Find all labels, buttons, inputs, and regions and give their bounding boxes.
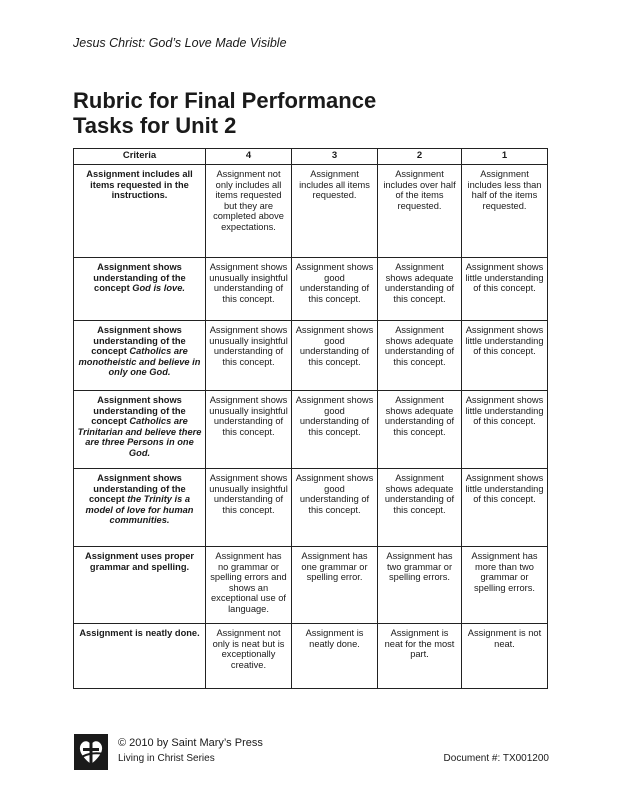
copyright-text: © 2010 by Saint Mary’s Press xyxy=(118,737,263,749)
score-2-cell: Assignment shows adequate understanding of this concept. xyxy=(378,391,462,469)
page-title-line-1: Rubric for Final Performance xyxy=(73,88,377,113)
score-3-cell: Assignment shows good understanding of this concept. xyxy=(292,469,378,547)
criteria-text: Assignment uses proper grammar and spelling. xyxy=(84,551,194,572)
score-4-cell: Assignment shows unusually insightful understanding of this concept. xyxy=(206,391,292,469)
criteria-cell xyxy=(74,624,206,689)
criteria-concept: Catholics are monotheistic and believe in only one God. xyxy=(78,346,201,378)
page-title xyxy=(73,88,376,138)
table-row xyxy=(74,321,548,391)
document-number: Document #: TX001200 xyxy=(443,753,549,764)
score-4-cell: Assignment shows unusually insightful understanding of this concept. xyxy=(206,258,292,321)
score-1-cell: Assignment is not neat. xyxy=(462,624,548,689)
criteria-text: Assignment shows understanding of the concept xyxy=(88,473,186,505)
score-3-cell: Assignment includes all items requested. xyxy=(292,165,378,258)
score-1-cell: Assignment shows little understanding of this concept. xyxy=(462,469,548,547)
page-title-line-2: Tasks for Unit 2 xyxy=(73,113,237,138)
criteria-text: Assignment shows understanding of the concept xyxy=(93,262,186,294)
score-2-cell: Assignment shows adequate understanding of this concept. xyxy=(378,469,462,547)
score-1-cell: Assignment has more than two grammar or spelling errors. xyxy=(462,547,548,624)
column-header-2: 2 xyxy=(378,149,462,165)
criteria-cell xyxy=(74,321,206,391)
header-row xyxy=(74,149,548,165)
criteria-cell xyxy=(74,391,206,469)
score-2-cell: Assignment shows adequate understanding of this concept. xyxy=(378,321,462,391)
criteria-text: Assignment is neatly done. xyxy=(79,628,200,638)
table-row xyxy=(74,547,548,624)
table-row xyxy=(74,624,548,689)
column-header-1: 1 xyxy=(462,149,548,165)
score-4-cell: Assignment has no grammar or spelling errors and shows an exceptional use of language. xyxy=(206,547,292,624)
rubric-table xyxy=(73,148,548,689)
criteria-cell xyxy=(74,469,206,547)
score-3-cell: Assignment shows good understanding of this concept. xyxy=(292,391,378,469)
score-2-cell: Assignment is neat for the most part. xyxy=(378,624,462,689)
table-row xyxy=(74,258,548,321)
criteria-text: Assignment shows understanding of the concept xyxy=(91,325,186,357)
series-name: Living in Christ Series xyxy=(118,753,215,764)
table-row xyxy=(74,165,548,258)
column-header-3: 3 xyxy=(292,149,378,165)
score-4-cell: Assignment shows unusually insightful understanding of this concept. xyxy=(206,469,292,547)
score-4-cell: Assignment shows unusually insightful understanding of this concept. xyxy=(206,321,292,391)
column-header-criteria: Criteria xyxy=(74,149,206,165)
score-3-cell: Assignment has one grammar or spelling error. xyxy=(292,547,378,624)
score-2-cell: Assignment shows adequate understanding of this concept. xyxy=(378,258,462,321)
criteria-concept: the Trinity is a model of love for human communities. xyxy=(85,494,194,526)
header-title: Jesus Christ: God’s Love Made Visible xyxy=(73,36,287,50)
criteria-cell xyxy=(74,165,206,258)
criteria-cell xyxy=(74,258,206,321)
criteria-concept: Catholics are Trinitarian and believe there are three Persons in one God. xyxy=(77,416,202,458)
criteria-concept: God is love. xyxy=(132,283,185,294)
score-3-cell: Assignment shows good understanding of this concept. xyxy=(292,321,378,391)
score-2-cell: Assignment includes over half of the items requested. xyxy=(378,165,462,258)
score-4-cell: Assignment not only is neat but is exceptionally creative. xyxy=(206,624,292,689)
score-3-cell: Assignment shows good understanding of this concept. xyxy=(292,258,378,321)
table-row xyxy=(74,391,548,469)
criteria-cell xyxy=(74,547,206,624)
criteria-text: Assignment shows understanding of the concept xyxy=(91,395,186,427)
criteria-text: Assignment includes all items requested in the instructions. xyxy=(86,169,193,201)
score-1-cell: Assignment shows little understanding of this concept. xyxy=(462,321,548,391)
table-row xyxy=(74,469,548,547)
score-4-cell: Assignment not only includes all items requested but they are completed above expectations. xyxy=(206,165,292,258)
score-1-cell: Assignment includes less than half of the items requested. xyxy=(462,165,548,258)
column-header-4: 4 xyxy=(206,149,292,165)
score-2-cell: Assignment has two grammar or spelling errors. xyxy=(378,547,462,624)
score-1-cell: Assignment shows little understanding of this concept. xyxy=(462,258,548,321)
score-1-cell: Assignment shows little understanding of this concept. xyxy=(462,391,548,469)
score-3-cell: Assignment is neatly done. xyxy=(292,624,378,689)
publisher-logo-icon xyxy=(74,734,108,770)
